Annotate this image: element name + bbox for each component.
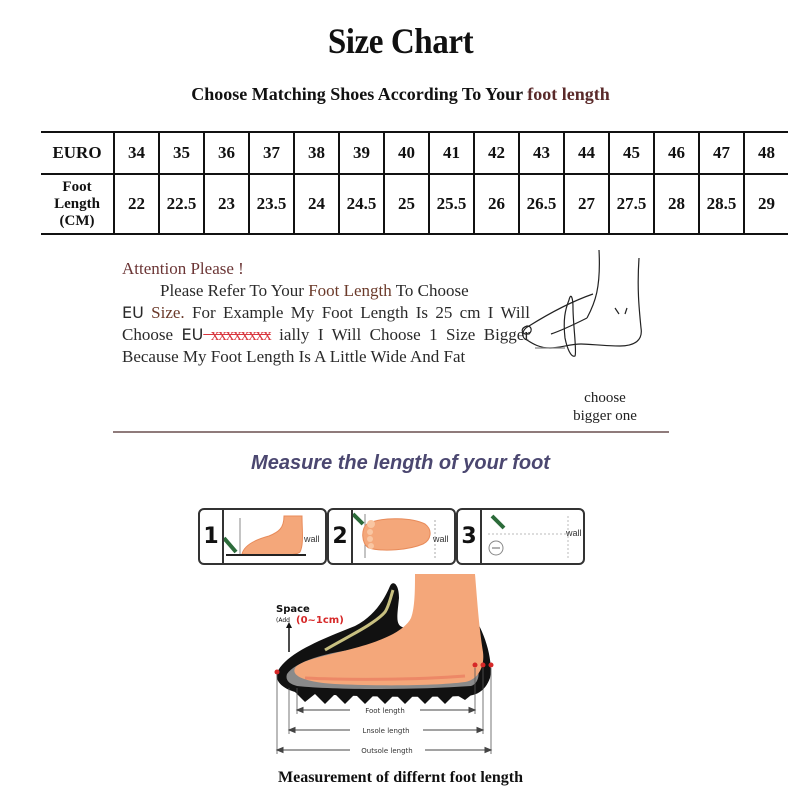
length-cell: 23 <box>204 174 249 234</box>
insole-length-label: Lnsole length <box>362 727 410 735</box>
attention-body-cont <box>122 302 530 368</box>
foot-sketch-icon <box>515 248 645 373</box>
euro-cell: 39 <box>339 132 384 174</box>
length-cell: 29 <box>744 174 788 234</box>
euro-cell: 46 <box>654 132 699 174</box>
euro-cell: 40 <box>384 132 429 174</box>
space-add-prefix: (Add <box>276 617 290 624</box>
foot-length-label: Foot length <box>365 707 405 715</box>
step-2-panel <box>327 508 456 565</box>
divider <box>113 431 669 433</box>
attention-note <box>122 258 530 368</box>
struck-text: xxxxxxxx <box>203 325 271 344</box>
euro-cell: 42 <box>474 132 519 174</box>
euro-cell: 41 <box>429 132 474 174</box>
wall-label: wall <box>433 534 449 544</box>
length-cell: 24.5 <box>339 174 384 234</box>
space-label: Space <box>276 604 310 615</box>
header-line: (CM) <box>59 212 95 229</box>
step-number: 2 <box>329 510 353 563</box>
measure-heading: Measure the length of your foot <box>251 452 550 474</box>
length-cell: 26 <box>474 174 519 234</box>
header-line: Foot <box>62 178 92 195</box>
length-cell: 25.5 <box>429 174 474 234</box>
euro-cell: 45 <box>609 132 654 174</box>
step-number: 1 <box>200 510 224 563</box>
attention-body <box>122 280 530 302</box>
text: bigger one <box>573 408 637 424</box>
subtitle-text: Choose Matching Shoes According To Your <box>191 84 528 104</box>
euro-cell: 43 <box>519 132 564 174</box>
euro-cell: 48 <box>744 132 788 174</box>
header-line: Length <box>54 195 100 212</box>
length-cell: 28 <box>654 174 699 234</box>
outsole-length-label: Outsole length <box>361 747 413 755</box>
page-title: Size Chart <box>327 21 474 61</box>
euro-row <box>41 132 788 174</box>
diagram-caption: Measurement of differnt foot length <box>278 769 523 786</box>
choose-bigger-caption <box>560 389 650 425</box>
space-add-value: (0~1cm) <box>296 615 344 626</box>
wall-label: wall <box>566 528 582 538</box>
euro-header: EURO <box>41 132 114 174</box>
text-eu: EU <box>122 303 144 322</box>
step-1-panel <box>198 508 327 565</box>
euro-cell: 37 <box>249 132 294 174</box>
foot-length-row <box>41 174 788 234</box>
length-cell: 26.5 <box>519 174 564 234</box>
length-cell: 23.5 <box>249 174 294 234</box>
text: Please Refer To Your <box>160 281 309 300</box>
text: ially I Will Choose 1 Size Bigger Because My Foot Length Is A Little Wide And Fat <box>122 325 531 366</box>
wall-label: wall <box>304 534 320 544</box>
text: To Choose <box>391 281 469 300</box>
length-cell: 22.5 <box>159 174 204 234</box>
length-cell: 27.5 <box>609 174 654 234</box>
foot-length-header <box>41 174 114 234</box>
text-accent: Foot Length <box>308 281 392 300</box>
size-table <box>41 131 788 235</box>
text: choose <box>584 390 626 406</box>
length-cell: 28.5 <box>699 174 744 234</box>
length-cell: 27 <box>564 174 609 234</box>
euro-cell: 34 <box>114 132 159 174</box>
text-eu: EU <box>181 325 204 344</box>
attention-heading: Attention Please ! <box>122 259 244 278</box>
length-cell: 25 <box>384 174 429 234</box>
page-subtitle <box>0 84 801 105</box>
length-cell: 22 <box>114 174 159 234</box>
euro-cell: 36 <box>204 132 249 174</box>
euro-cell: 38 <box>294 132 339 174</box>
text: For Example My Foot Length Is 25 cm I Will Choose <box>122 303 530 344</box>
euro-cell: 35 <box>159 132 204 174</box>
length-cell: 24 <box>294 174 339 234</box>
euro-cell: 44 <box>564 132 609 174</box>
euro-cell: 47 <box>699 132 744 174</box>
step-3-panel <box>456 508 585 565</box>
subtitle-accent: foot length <box>527 84 610 104</box>
shoe-measurement-diagram <box>265 568 510 760</box>
text-accent: Size. <box>143 303 185 322</box>
step-number: 3 <box>458 510 482 563</box>
